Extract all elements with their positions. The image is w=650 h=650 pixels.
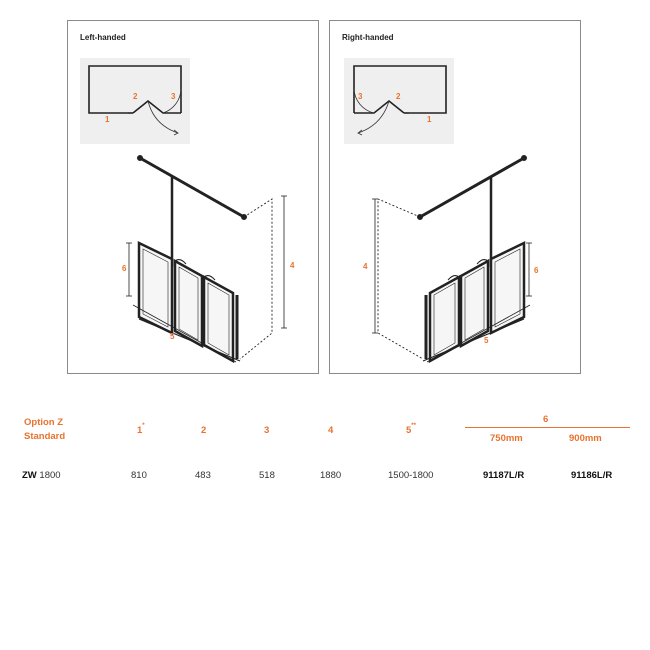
- plan-label-2: 2: [396, 92, 401, 101]
- plan-label-2: 2: [133, 92, 138, 101]
- dim-label-5: 5: [170, 332, 175, 341]
- row-value-1: 810: [131, 470, 147, 481]
- left-handed-diagram: [68, 21, 318, 373]
- column-header-3: 3: [264, 425, 270, 436]
- dim-label-6: 6: [122, 264, 127, 273]
- right-handed-title: Right-handed: [342, 33, 394, 42]
- row-value-4: 1880: [320, 470, 342, 481]
- row-value-5: 1500-1800: [388, 470, 434, 481]
- right-handed-panel: [329, 20, 581, 374]
- wall-outline: [378, 199, 423, 359]
- option-name: Option Z: [24, 417, 64, 428]
- wall-outline: [240, 199, 272, 359]
- option-type: Standard: [24, 431, 66, 442]
- dim-label-6: 6: [534, 266, 539, 275]
- dim-label-4: 4: [290, 261, 295, 270]
- column-header-6a: 750mm: [490, 433, 523, 444]
- dim-label-5: 5: [484, 336, 489, 345]
- enclosure-frame: [418, 156, 527, 362]
- dim-label-4: 4: [363, 262, 368, 271]
- plan-label-1: 1: [105, 115, 110, 124]
- column-header-4: 4: [328, 425, 334, 436]
- option-header: [24, 416, 65, 444]
- left-handed-panel: [67, 20, 319, 374]
- header-divider: [465, 427, 630, 428]
- row-value-6a: 91187L/R: [483, 470, 525, 481]
- plan-label-1: 1: [427, 115, 432, 124]
- row-value-2: 483: [195, 470, 211, 481]
- column-header-6b: 900mm: [569, 433, 602, 444]
- row-model: ZW 1800: [22, 470, 61, 481]
- enclosure-frame: [138, 156, 247, 362]
- column-header-2: 2: [201, 425, 207, 436]
- column-header-1: 1*: [137, 423, 145, 436]
- row-value-3: 518: [259, 470, 275, 481]
- plan-label-3: 3: [358, 92, 363, 101]
- left-handed-title: Left-handed: [80, 33, 126, 42]
- plan-label-3: 3: [171, 92, 176, 101]
- row-value-6b: 91186L/R: [571, 470, 613, 481]
- column-header-6: 6: [543, 414, 549, 425]
- column-header-5: 5**: [406, 423, 416, 436]
- right-handed-diagram: [330, 21, 580, 373]
